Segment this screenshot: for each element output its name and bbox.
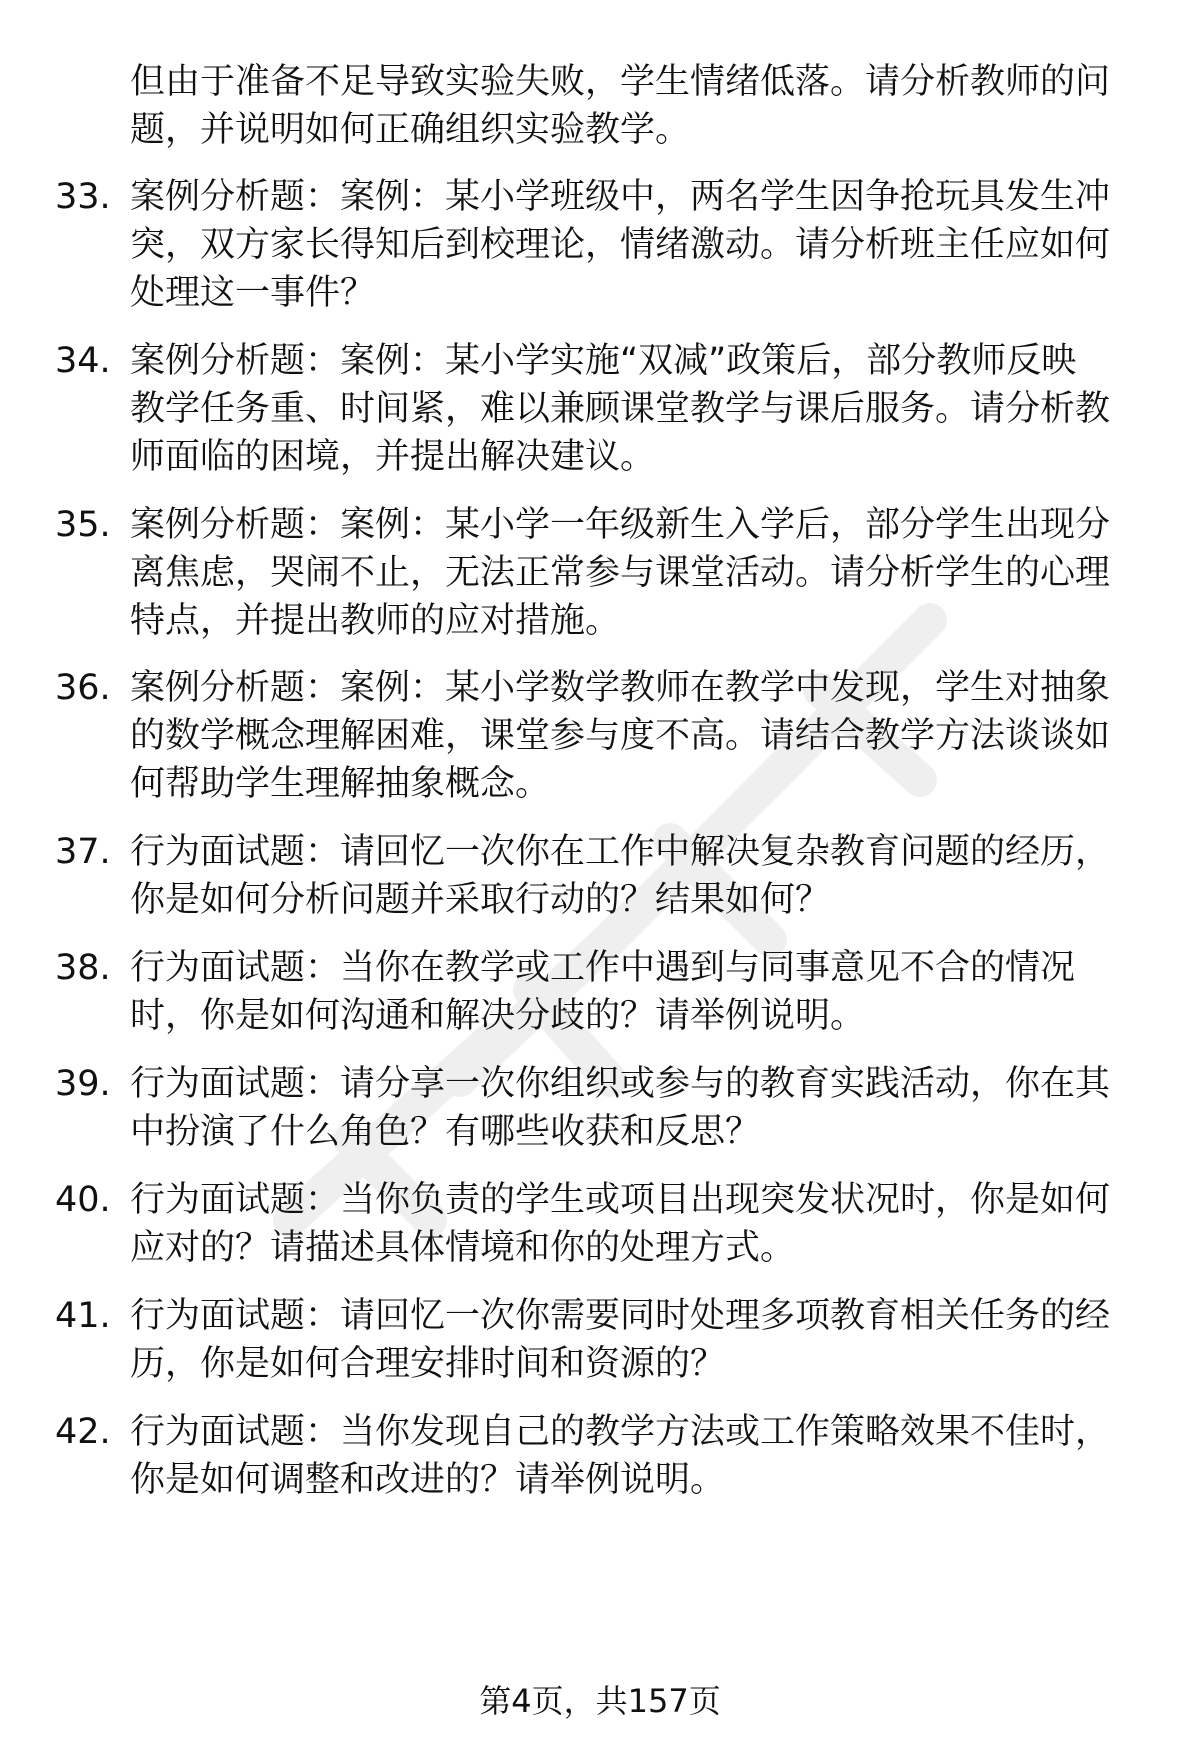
question-line: 师面临的困境，并提出解决建议。 (130, 437, 656, 477)
question-number: 33. (55, 177, 111, 217)
question-number: 36. (55, 668, 111, 708)
question-line: 应对的？请描述具体情境和你的处理方式。 (130, 1228, 796, 1268)
question-line: 案例分析题：案例：某小学数学教师在教学中发现，学生对抽象 (130, 668, 1111, 708)
question-line: 行为面试题：请回忆一次你需要同时处理多项教育相关任务的经 (130, 1296, 1111, 1336)
question-text (130, 664, 1160, 808)
question-text (130, 1060, 1160, 1156)
question-line: 教学任务重、时间紧，难以兼顾课堂教学与课后服务。请分析教 (130, 389, 1111, 429)
question-line: 何帮助学生理解抽象概念。 (130, 764, 551, 804)
question-text (130, 828, 1160, 924)
question-line: 行为面试题：当你发现自己的教学方法或工作策略效果不佳时， (130, 1412, 1111, 1452)
question-text (130, 173, 1160, 317)
question-line: 案例分析题：案例：某小学班级中，两名学生因争抢玩具发生冲 (130, 177, 1111, 217)
question-line: 时，你是如何沟通和解决分歧的？请举例说明。 (130, 996, 866, 1036)
question-text (130, 337, 1160, 481)
question-line: 案例分析题：案例：某小学实施“双减”政策后，部分教师反映 (130, 341, 1077, 381)
question-text (130, 501, 1160, 645)
question-line: 行为面试题：当你在教学或工作中遇到与同事意见不合的情况 (130, 948, 1076, 988)
question-text (130, 944, 1160, 1040)
intro-line: 但由于准备不足导致实验失败，学生情绪低落。请分析教师的问 (130, 62, 1111, 102)
question-number: 37. (55, 832, 111, 872)
question-line: 历，你是如何合理安排时间和资源的？ (130, 1344, 726, 1384)
question-line: 行为面试题：当你负责的学生或项目出现突发状况时，你是如何 (130, 1180, 1111, 1220)
intro-paragraph (130, 58, 1140, 154)
question-line: 行为面试题：请回忆一次你在工作中解决复杂教育问题的经历， (130, 832, 1111, 872)
question-line: 你是如何分析问题并采取行动的？结果如何？ (130, 880, 831, 920)
question-line: 中扮演了什么角色？有哪些收获和反思？ (130, 1112, 761, 1152)
question-text (130, 1408, 1160, 1504)
question-number: 42. (55, 1412, 111, 1452)
question-line: 案例分析题：案例：某小学一年级新生入学后，部分学生出现分 (130, 505, 1111, 545)
question-text (130, 1292, 1160, 1388)
question-number: 40. (55, 1180, 111, 1220)
question-line: 的数学概念理解困难，课堂参与度不高。请结合教学方法谈谈如 (130, 716, 1111, 756)
question-line: 特点，并提出教师的应对措施。 (130, 601, 621, 641)
question-text (130, 1176, 1160, 1272)
question-number: 35. (55, 505, 111, 545)
intro-line: 题，并说明如何正确组织实验教学。 (130, 110, 691, 150)
question-number: 39. (55, 1064, 111, 1104)
page-footer: 第4页，共157页 (479, 1682, 721, 1720)
question-line: 离焦虑，哭闹不止，无法正常参与课堂活动。请分析学生的心理 (130, 553, 1111, 593)
question-number: 41. (55, 1296, 111, 1336)
question-line: 处理这一事件？ (130, 273, 376, 313)
question-number: 38. (55, 948, 111, 988)
question-number: 34. (55, 341, 111, 381)
question-line: 突，双方家长得知后到校理论，情绪激动。请分析班主任应如何 (130, 225, 1111, 265)
question-line: 行为面试题：请分享一次你组织或参与的教育实践活动，你在其 (130, 1064, 1111, 1104)
question-line: 你是如何调整和改进的？请举例说明。 (130, 1460, 726, 1500)
